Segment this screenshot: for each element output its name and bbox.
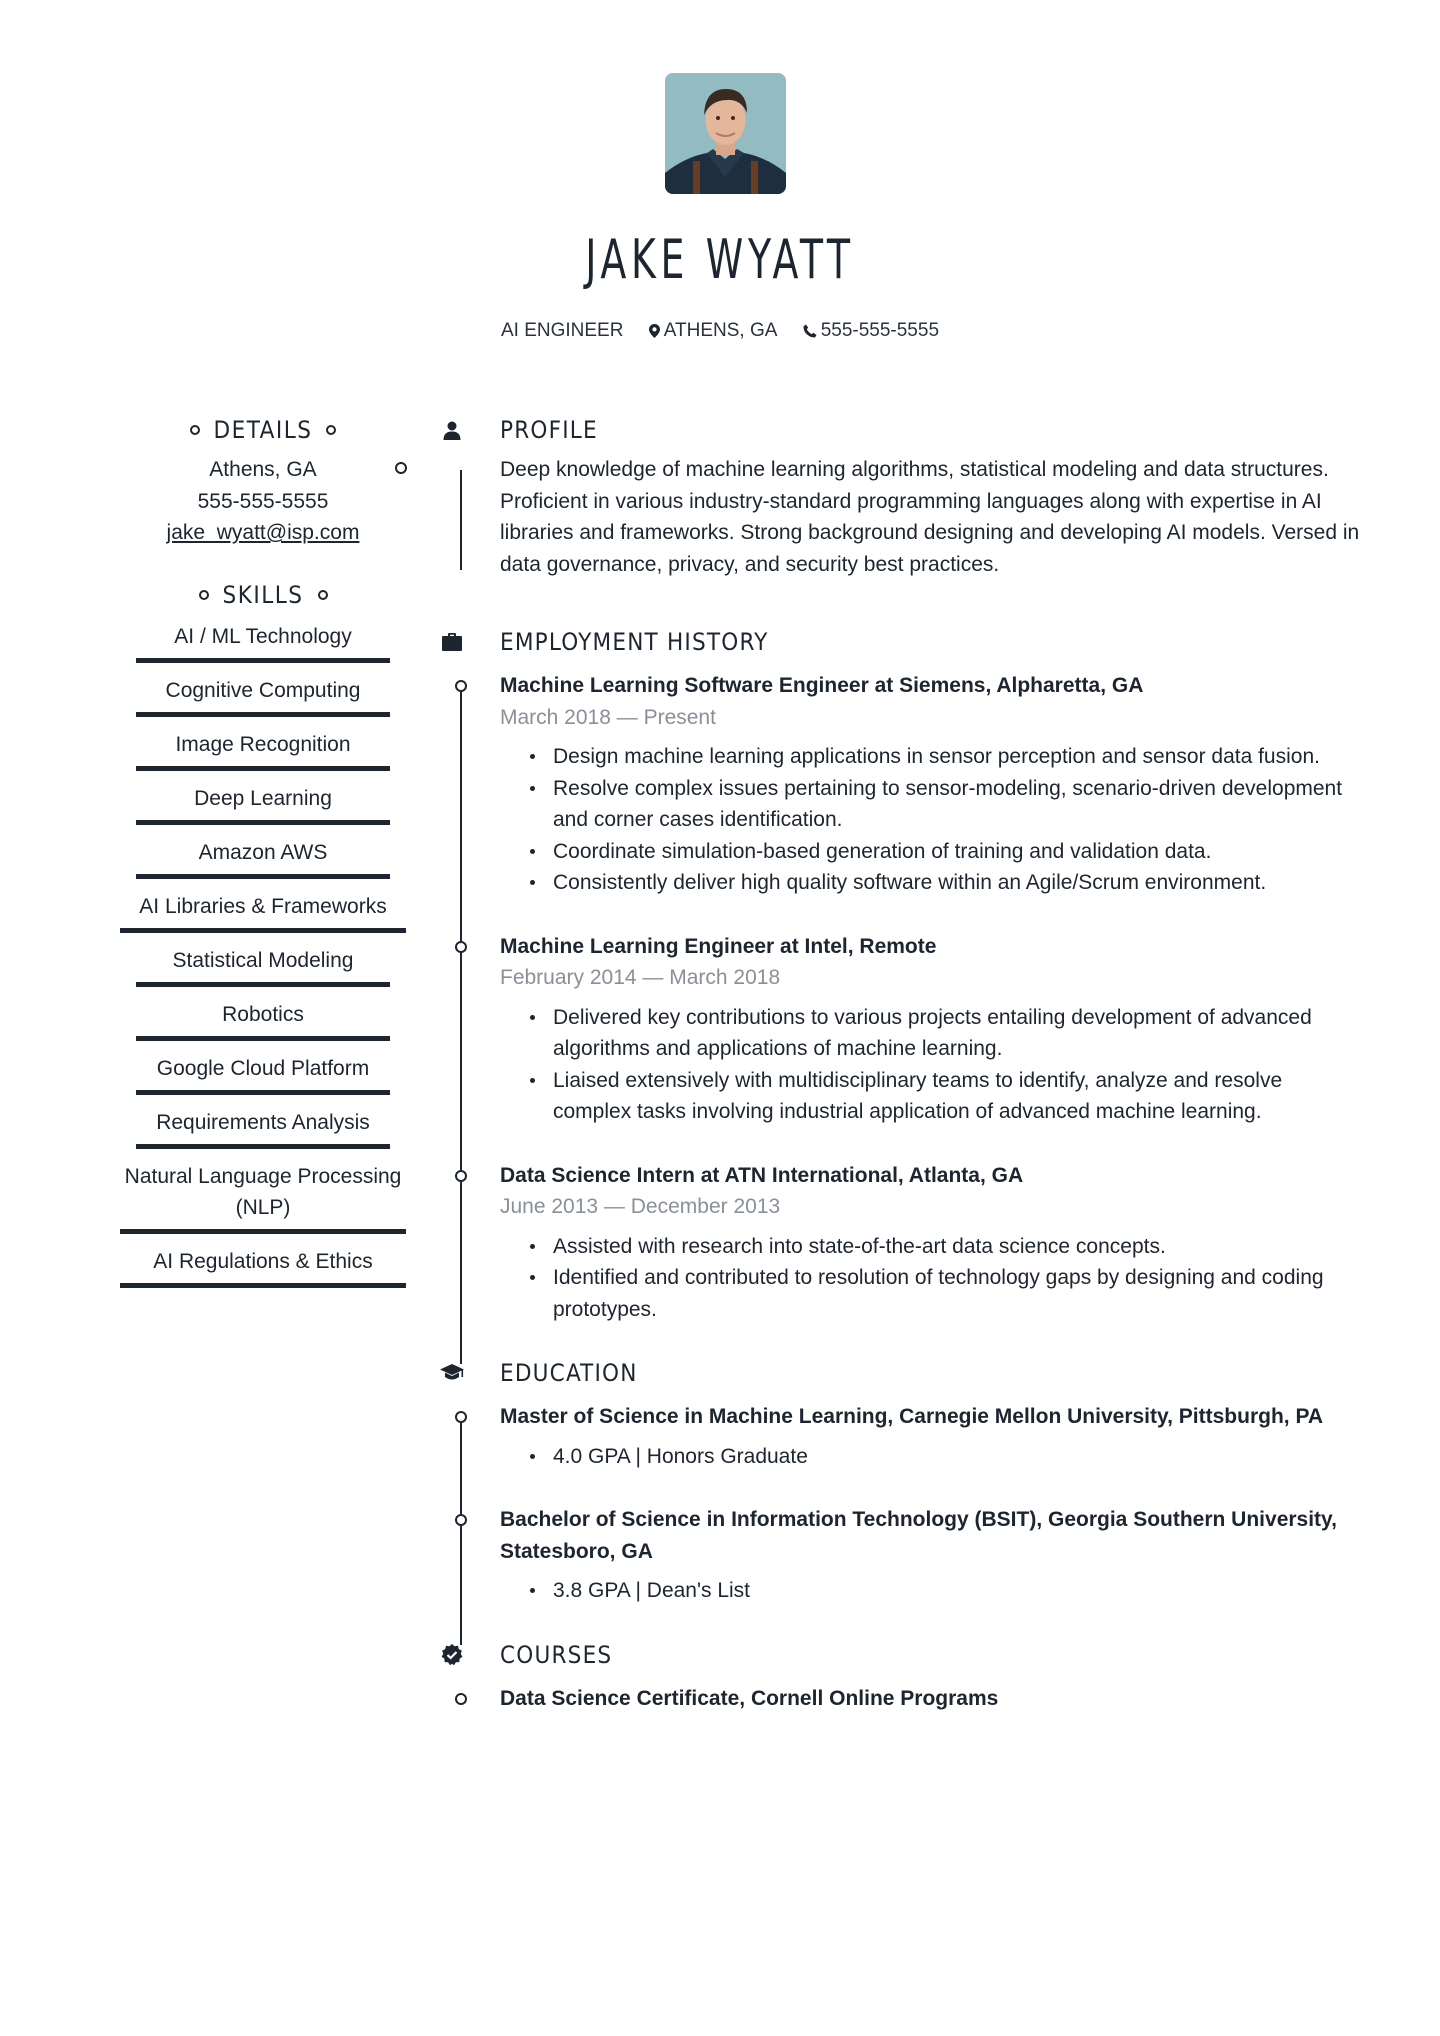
timeline-dot [455, 680, 467, 692]
details-heading-text: DETAILS [213, 416, 313, 444]
skill-item: AI / ML Technology [136, 617, 390, 663]
details-phone: 555-555-5555 [197, 489, 329, 513]
skill-item: AI Libraries & Frameworks [120, 887, 406, 933]
header-location [649, 320, 778, 342]
education-title: Master of Science in Machine Learning, Carnegie Mellon University, Pittsburgh, PA [500, 1405, 1324, 1428]
education-bullet: 3.8 GPA | Dean's List [500, 1575, 1360, 1607]
timeline-dot [455, 1693, 467, 1705]
employment-heading-text: EMPLOYMENT HISTORY [500, 628, 769, 656]
job-bullets [500, 1002, 1360, 1128]
skill-item: Natural Language Processing (NLP) [120, 1157, 406, 1234]
timeline-line [460, 682, 462, 1364]
job-bullet: Consistently deliver high quality software within an Agile/Scrum environment. [500, 867, 1360, 899]
job-bullet: Identified and contributed to resolution of technology gaps by designing and coding prototypes. [500, 1262, 1360, 1325]
job-bullet: Assisted with research into state-of-the-art data science concepts. [500, 1231, 1360, 1263]
map-pin-icon [649, 324, 660, 338]
timeline-line [460, 1413, 462, 1645]
details-city: Athens, GA [209, 458, 317, 481]
timeline-dot [395, 462, 407, 474]
job-entry [500, 670, 1360, 899]
profile-heading [500, 410, 1360, 450]
header-job-title: AI ENGINEER [500, 320, 624, 341]
skills-heading [110, 575, 416, 615]
badge-check-icon [440, 1643, 464, 1667]
education-heading [500, 1353, 1360, 1393]
timeline-dot [455, 941, 467, 953]
education-entry [500, 1401, 1360, 1472]
timeline-dot [455, 1514, 467, 1526]
profile-heading-text: PROFILE [500, 416, 598, 444]
jobs-list [500, 670, 1360, 1325]
skill-item: Deep Learning [136, 779, 390, 825]
courses-section [440, 1635, 1360, 1715]
skill-item: Amazon AWS [136, 833, 390, 879]
job-bullets [500, 741, 1360, 899]
course-entry [500, 1683, 1360, 1715]
sidebar [110, 410, 416, 1296]
person-photo-icon [665, 73, 786, 194]
skill-item: Image Recognition [136, 725, 390, 771]
ring-icon [326, 425, 336, 435]
skills-list [110, 617, 416, 1288]
job-dates: March 2018 — Present [500, 705, 716, 729]
job-title: Data Science Intern at ATN International, Atlanta, GA [500, 1163, 1024, 1187]
job-bullets [500, 1231, 1360, 1326]
header-location-text: ATHENS, GA [663, 320, 778, 341]
skill-item: Statistical Modeling [136, 941, 390, 987]
details-email-link[interactable]: jake_wyatt@isp.com [166, 521, 360, 544]
education-bullet: 4.0 GPA | Honors Graduate [500, 1441, 1360, 1473]
courses-list [500, 1683, 1360, 1715]
timeline-line [460, 470, 462, 570]
skill-item: AI Regulations & Ethics [120, 1242, 406, 1288]
ring-icon [190, 425, 200, 435]
skill-item: Cognitive Computing [136, 671, 390, 717]
profile-photo [665, 73, 786, 194]
phone-icon [803, 324, 817, 338]
job-title: Machine Learning Software Engineer at Siemens, Alpharetta, GA [500, 674, 1144, 697]
details-list [110, 454, 416, 549]
job-entry [500, 931, 1360, 1128]
skill-item: Requirements Analysis [136, 1103, 390, 1149]
job-entry [500, 1160, 1360, 1326]
briefcase-icon [440, 630, 464, 654]
job-dates: February 2014 — March 2018 [500, 966, 781, 989]
header-phone [803, 320, 939, 342]
courses-heading [500, 1635, 1360, 1675]
job-bullet: Coordinate simulation-based generation of training and validation data. [500, 836, 1360, 868]
course-title: Data Science Certificate, Cornell Online Programs [500, 1686, 999, 1710]
education-list [500, 1401, 1360, 1607]
skill-item: Google Cloud Platform [136, 1049, 390, 1095]
header-contact-line [0, 320, 1440, 342]
graduation-cap-icon [440, 1361, 464, 1385]
education-heading-text: EDUCATION [500, 1359, 638, 1387]
job-bullet: Resolve complex issues pertaining to sensor-modeling, scenario-driven development and corner cases identification. [500, 773, 1360, 836]
job-bullet: Liaised extensively with multidisciplinary teams to identify, analyze and resolve complex tasks involving industrial application of advanced machine learning. [500, 1065, 1360, 1128]
education-section [440, 1353, 1360, 1607]
employment-heading [500, 622, 1360, 662]
courses-heading-text: COURSES [500, 1640, 613, 1669]
person-icon [440, 418, 464, 442]
ring-icon [199, 590, 209, 600]
job-title: Machine Learning Engineer at Intel, Remote [500, 934, 937, 958]
job-bullet: Delivered key contributions to various projects entailing development of advanced algorithms and applications of machine learning. [500, 1002, 1360, 1065]
main-content [440, 410, 1360, 1714]
candidate-name: JAKE WYATT [585, 228, 855, 291]
profile-section [440, 410, 1360, 622]
timeline-dot [455, 1170, 467, 1182]
details-heading [110, 410, 416, 450]
header-phone-text: 555-555-5555 [820, 320, 940, 341]
profile-text: Deep knowledge of machine learning algorithms, statistical modeling and data structures. Proficient in various industry-standard programming languages along with expertise in AI libraries and frameworks. Strong background designing and developing AI models. Versed in data governance, privacy, and security best practices. [500, 458, 1360, 576]
education-bullets [500, 1575, 1360, 1607]
job-dates: June 2013 — December 2013 [500, 1195, 781, 1218]
employment-section [440, 622, 1360, 1325]
ring-icon [318, 590, 328, 600]
skill-item: Robotics [136, 995, 390, 1041]
job-bullet: Design machine learning applications in sensor perception and sensor data fusion. [500, 741, 1360, 773]
education-entry [500, 1504, 1360, 1607]
education-title: Bachelor of Science in Information Technology (BSIT), Georgia Southern University, Statesboro, GA [500, 1508, 1338, 1563]
education-bullets [500, 1441, 1360, 1473]
skills-heading-text: SKILLS [222, 580, 304, 609]
timeline-dot [455, 1411, 467, 1423]
